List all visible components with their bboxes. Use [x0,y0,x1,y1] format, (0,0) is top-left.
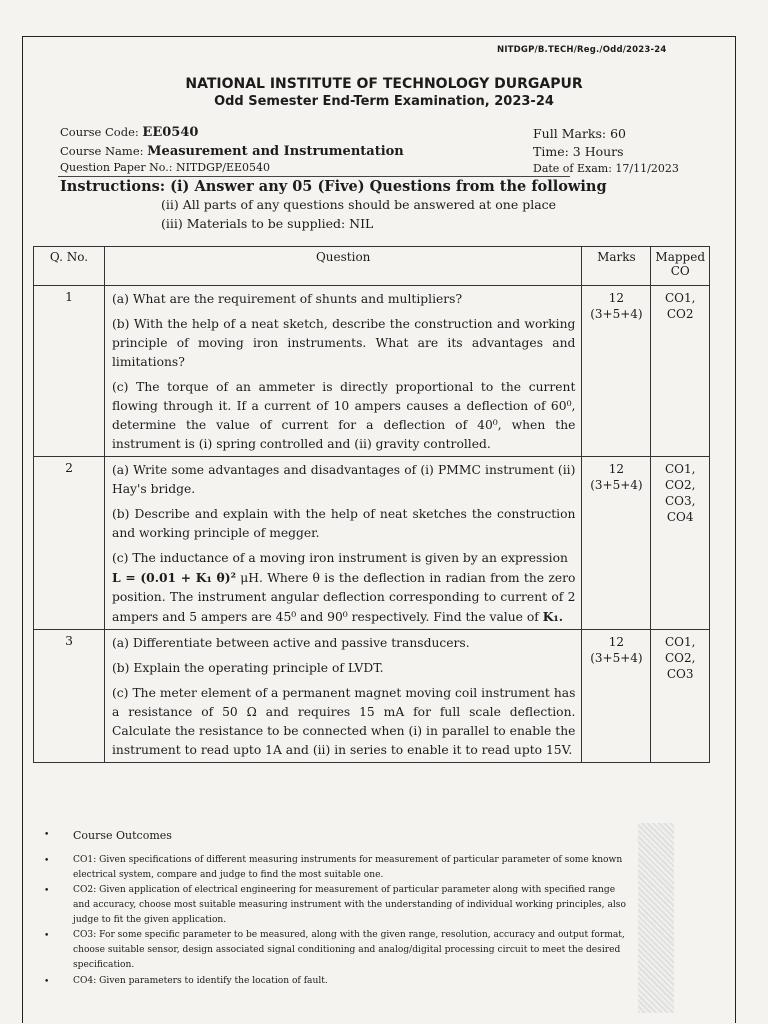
scan-artifact [638,823,674,1013]
paper-reference: NITDGP/B.TECH/Reg./Odd/2023-24 [497,45,667,55]
question-part: (a) What are the requirement of shunts and multipliers? [112,292,463,306]
table-header-row [34,247,710,286]
bullet-icon: • [44,977,50,987]
instruction-ii: (ii) All parts of any questions should be answered at one place [161,197,557,212]
course-code: Course Code: EE0540 [60,125,199,140]
question-part: (b) Describe and explain with the help of neat sketches the construction and working principle of megger. [112,507,576,540]
header-question: Question [105,247,582,286]
course-outcome-item: CO3: For some specific parameter to be measured, along with the given range, resolution, accuracy and output format, choose suitable sensor, design associated signal conditioning and analog/digital processing circuit to meet the desired specification. [73,930,625,970]
question-text [105,457,582,630]
question-number: 3 [34,630,105,763]
bullet-icon: • [44,931,50,941]
institute-name: NATIONAL INSTITUTE OF TECHNOLOGY DURGAPUR [185,76,583,92]
course-outcome-item: CO1: Given specifications of different measuring instruments for measurement of particular parameter of some known electrical system, compare and judge to find the most suitable one. [73,855,623,880]
table-row [34,457,710,630]
question-part: (a) Differentiate between active and passive transducers. [112,636,470,650]
table-row [34,630,710,763]
question-part: (b) With the help of a neat sketch, describe the construction and working principle of moving iron instruments. What are its advantages and limitations? [112,317,576,369]
bullet-icon: • [44,856,50,866]
course-outcomes-title: Course Outcomes [73,829,172,842]
paper-number: Question Paper No.: NITDGP/EE0540 [60,161,271,174]
bullet-icon: • [44,830,50,840]
full-marks: Full Marks: 60 [533,126,626,141]
co-cell: CO1, CO2 [651,286,710,457]
inductance-formula: L = (0.01 + K₁ θ)² [112,570,236,585]
bullet-icon: • [44,886,50,896]
question-number: 1 [34,286,105,457]
question-part: (a) Write some advantages and disadvantages of (i) PMMC instrument (ii) Hay's bridge. [112,463,576,496]
exam-time: Time: 3 Hours [533,144,624,159]
header-co: Mapped CO [651,247,710,286]
question-part: (c) The meter element of a permanent magnet moving coil instrument has a resistance of 50 Ω and requires 15 mA for full scale deflection. Calculate the resistance to be connected when (i) in parallel to enable the instrument to read upto 1A and (ii) in series to enable it to read upto 15V. [112,686,576,757]
question-part: (c) The torque of an ammeter is directly proportional to the current flowing through it. If a current of 10 ampers causes a deflection of 60⁰, determine the value of current for a deflection of 40⁰, when the instrument is (i) spring controlled and (ii) gravity controlled. [112,380,576,451]
co-cell: CO1, CO2, CO3 [651,630,710,763]
marks-cell: 12 (3+5+4) [582,457,651,630]
co-cell: CO1, CO2, CO3, CO4 [651,457,710,630]
header-qno: Q. No. [34,247,105,286]
table-row [34,286,710,457]
instruction-heading: Instructions: (i) Answer any 05 (Five) Questions from the following [60,178,607,195]
exam-title: Odd Semester End-Term Examination, 2023-24 [214,94,554,109]
question-text [105,286,582,457]
question-part: (b) Explain the operating principle of LVDT. [112,661,384,675]
exam-date: Date of Exam: 17/11/2023 [533,162,679,175]
question-text [105,630,582,763]
question-number: 2 [34,457,105,630]
instruction-iii: (iii) Materials to be supplied: NIL [161,216,374,231]
question-table [33,246,710,763]
course-outcome-item: CO2: Given application of electrical engineering for measurement of particular parameter along with specified range and accuracy, choose most suitable measuring instrument with the understanding of individual working principles, also judge to fit the given application. [73,885,626,925]
marks-cell: 12 (3+5+4) [582,630,651,763]
marks-cell: 12 (3+5+4) [582,286,651,457]
course-name: Course Name: Measurement and Instrumentation [60,144,404,159]
question-part: (c) The inductance of a moving iron instrument is given by an expression L = (0.01 + K₁ θ)² μH. Where θ is the deflection in radian from the zero position. The instrument angular deflection corresponding to current of 2 ampers and 5 ampers are 45⁰ and 90⁰ respectively. Find the value of K₁. [112,551,576,624]
course-outcome-item: CO4: Given parameters to identify the location of fault. [73,976,328,986]
header-rule [58,176,570,177]
header-marks: Marks [582,247,651,286]
